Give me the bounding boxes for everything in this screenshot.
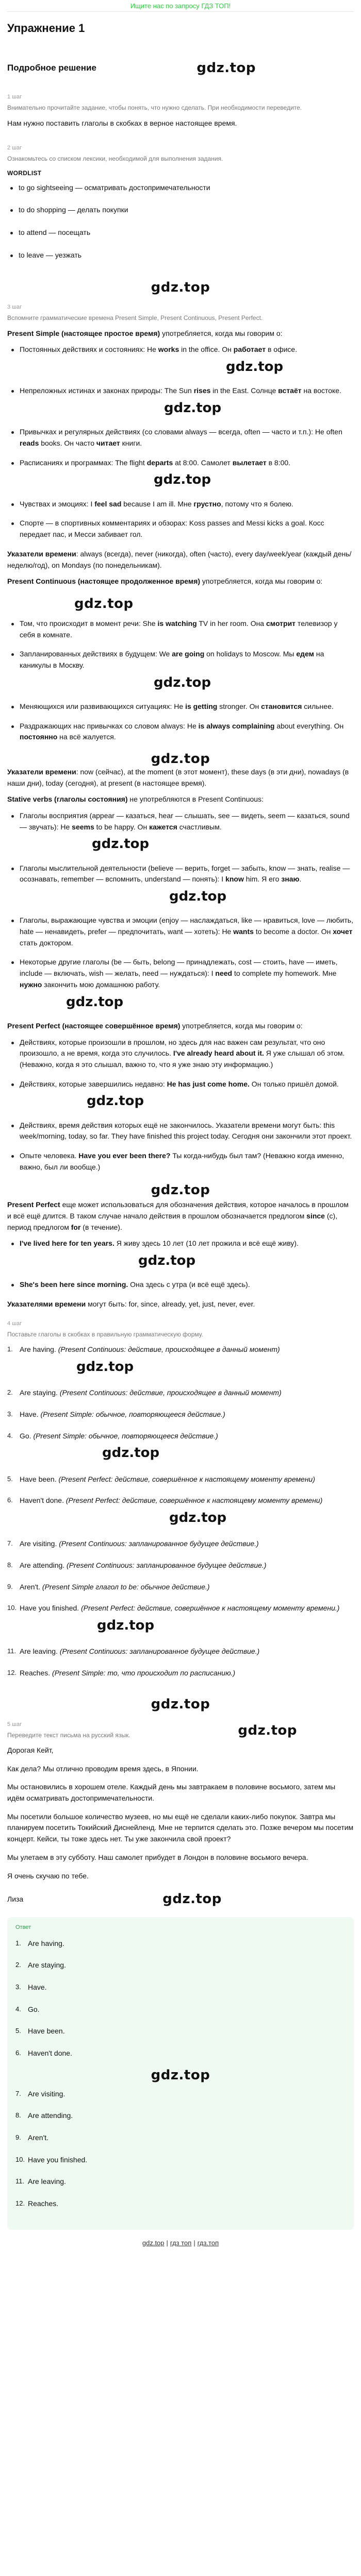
answer-item: Aren't. (28, 2133, 49, 2142)
exercise-item: Aren't. (Present Simple глагол to be: обычное действие.) (20, 1582, 210, 1591)
answer-item: Are staying. (28, 1961, 66, 1970)
list-item: Глаголы, выражающие чувства и эмоции (enjoy — наслаждаться, like — нравиться, love — любить, hate — ненавидеть, prefer — предпочитать, want — хотеть): He wants to become a doctor. Он хочет стать доктором. (7, 915, 354, 948)
answer-label: Ответ (15, 1924, 31, 1930)
list-item: I've lived here for ten years. Я живу здесь 10 лет (10 лет прожила и всё ещё живу). gdz.top (7, 1238, 354, 1271)
step-label: 3 шаг (7, 304, 22, 311)
letter-signature-row (7, 1889, 354, 1909)
answer-item: Are visiting. (28, 2089, 65, 2098)
footer-separator: | (193, 2239, 195, 2247)
footer-separator: | (166, 2239, 168, 2247)
footer-link-gdz-top[interactable]: gdz.top (142, 2239, 165, 2247)
watermark: gdz.top (151, 280, 210, 296)
exercise-item: Go. (Present Simple: обычное, повторяющееся действие.) gdz.top (7, 1431, 354, 1464)
present-simple-list (7, 344, 354, 540)
list-item: Некоторые другие глаголы (be — быть, belong — принадлежать, cost — стоить, have — иметь, include — включать, wish — желать, need — нуждаться): I need to complete my homework. Мне нужно закончить мою домашнюю работу. gdz.top (7, 957, 354, 1012)
answer-item: Haven't done. (28, 2049, 72, 2057)
answer-item: Are attending. (28, 2111, 73, 2120)
present-perfect-list (7, 1037, 354, 1173)
watermark: gdz.top (97, 1617, 155, 1633)
present-perfect-markers: Указателями времени могут быть: for, since, already, yet, just, never, ever. (7, 1300, 255, 1309)
watermark: gdz.top (169, 1510, 227, 1526)
watermark: gdz.top (102, 1445, 160, 1461)
exercise-item: Reaches. (Present Simple: то, что происходит по расписанию.) (20, 1668, 236, 1677)
footer-link-gdz-top-cyr[interactable]: гдз.топ (197, 2239, 219, 2247)
letter-line: Мы посетили большое количество музеев, но мы ещё не сделали каких-либо покупок. Завтра мы планируем посетить Токийский Диснейленд. Мне не терпится сделать это. Позже вечером мы посетим концерт. Кейси, ты тоже здесь нет. Ты уже закончила свой проект? (7, 1812, 354, 1843)
step-description: Поставьте глаголы в скобках в правильную грамматическую форму. (7, 1330, 203, 1338)
exercise-list (7, 1344, 354, 1679)
step-label: 1 шаг (7, 94, 22, 100)
stative-verbs-intro: Stative verbs (глаголы состояния) не употребляются в Present Continuous: (7, 795, 264, 804)
exercise-item: Are leaving. (Present Continuous: запланированное будущее действие.) (20, 1647, 260, 1656)
list-item: Том, что происходит в момент речи: She is watching TV in her room. Она смотрит телевизор у себя в комнате. (7, 618, 354, 640)
present-continuous-list (7, 618, 354, 743)
letter-line: Я очень скучаю по тебе. (7, 1871, 89, 1880)
watermark: gdz.top (76, 1359, 134, 1375)
step-description: Ознакомьтесь со списком лексики, необходимой для выполнения задания. (7, 155, 223, 162)
list-item: Чувствах и эмоциях: I feel sad because I am ill. Мне грустно, потому что я болею. (7, 499, 354, 510)
watermark: gdz.top (154, 674, 211, 690)
list-item: Глаголы восприятия (appear — казаться, hear — слышать, see — видеть, seem — казаться, sound — звучать): He seems to be happy. Он кажется счастливым. gdz.top (7, 810, 354, 855)
present-simple-title: Present Simple (настоящее простое время) (7, 329, 160, 337)
watermark: gdz.top (66, 994, 124, 1010)
step-2 (7, 144, 354, 261)
wordlist (7, 182, 354, 261)
footer (7, 2236, 354, 2253)
answer-item: Have. (28, 1982, 47, 1991)
step-description: Внимательно прочитайте задание, чтобы понять, что нужно сделать. При необходимости переведите. (7, 104, 302, 112)
present-simple-intro: Present Simple (настоящее простое время) употребляется, когда мы говорим о: (7, 329, 283, 337)
list-item: She's been here since morning. Она здесь с утра (и всё ещё здесь). (7, 1279, 354, 1291)
wordlist-title: WORDLIST (7, 169, 42, 177)
watermark: gdz.top (154, 472, 211, 488)
present-continuous-intro: Present Continuous (настоящее продолженное время) употребляется, когда мы говорим о: (7, 577, 323, 586)
answer-item: Go. (28, 2005, 40, 2013)
watermark: gdz.top (196, 60, 256, 76)
watermark: gdz.top (92, 836, 150, 852)
exercise-item: Have you finished. (Present Perfect: действие, совершённое к настоящему моменту времени.) gdz.top (7, 1603, 354, 1636)
step-5-header (7, 1720, 354, 1745)
watermark: gdz.top (169, 889, 227, 905)
exercise-item: Are staying. (Present Continuous: действие, происходящее в данный момент) (20, 1388, 282, 1397)
list-item: Опыте человека. Have you ever been there? Ты когда-нибудь был там? (Неважно когда именно, важно, был ли вообще.) (7, 1150, 354, 1173)
answer-box (7, 1917, 354, 2230)
top-banner (7, 0, 354, 12)
step-description: Переведите текст письма на русский язык. (7, 1731, 130, 1739)
present-continuous-title: Present Continuous (настоящее продолженное время) (7, 577, 201, 586)
page-title: Упражнение 1 (7, 22, 85, 35)
answer-item: Are leaving. (28, 2177, 66, 2186)
letter-line: Дорогая Кейт, (7, 1746, 54, 1755)
step-3 (7, 303, 354, 1310)
section-heading (7, 58, 354, 78)
list-item: Постоянных действиях и состояниях: He works in the office. Он работает в офисе. gdz.top (7, 344, 354, 377)
watermark-row (7, 272, 354, 303)
watermark: gdz.top (164, 400, 222, 416)
letter-translation (7, 1745, 354, 1909)
watermark: gdz.top (151, 1182, 210, 1198)
stative-verbs-list (7, 810, 354, 1012)
watermark: gdz.top (151, 751, 210, 767)
wordlist-item: to attend — посещать (7, 227, 354, 239)
banner-link[interactable]: Ищите нас по запросу ГДЗ ТОП! (130, 2, 231, 10)
list-item: Запланированных действиях в будущем: We are going on holidays to Moscow. Мы едем на каникулы в Москву. gdz.top (7, 649, 354, 693)
answer-item: Have been. (28, 2027, 65, 2036)
present-perfect-since-for-list (7, 1238, 354, 1291)
watermark-row (15, 2065, 346, 2086)
stative-verbs-title: Stative verbs (глаголы состояния) (7, 795, 128, 804)
banner-divider (7, 11, 354, 12)
answer-list-continued (15, 2089, 346, 2210)
exercise-item: Are attending. (Present Continuous: запланированное будущее действие.) (20, 1561, 267, 1569)
present-perfect-title: Present Perfect (настоящее совершённое время) (7, 1021, 180, 1030)
present-perfect-intro: Present Perfect (настоящее совершённое время) употребляется, когда мы говорим о: (7, 1021, 303, 1030)
watermark: gdz.top (226, 359, 284, 375)
present-continuous-markers: Указатели времени: now (сейчас), at the moment (в этот момент), these days (в эти дни), nowadays (в наши дни), today (сегодня), at present (в настоящее время). (7, 767, 349, 787)
watermark: gdz.top (74, 596, 134, 612)
step-label: 5 шаг (7, 1721, 22, 1727)
list-item: Спорте — в спортивных комментариях и обзорах: Koss passes and Messi kicks a goal. Косс передает пас, и Месси забивает гол. (7, 518, 354, 540)
letter-line: Мы улетаем в эту субботу. Наш самолет прибудет в Лондон в половине восьмого вечера. (7, 1853, 308, 1861)
section-title: Подробное решение (7, 63, 96, 73)
step-label: 4 шаг (7, 1320, 22, 1327)
step-5-labels (7, 1720, 130, 1745)
answer-item: Have you finished. (28, 2155, 88, 2164)
wordlist-item: to leave — уезжать (7, 250, 354, 261)
step-label: 2 шаг (7, 144, 22, 151)
list-item: Действиях, которые завершились недавно: He has just come home. Он только пришёл домой. gdz.top (7, 1079, 354, 1112)
list-item: Раздражающих нас привычках со словом always: He is always complaining about everything. Он постоянно на всё жалуется. (7, 721, 354, 743)
answer-item: Reaches. (28, 2199, 59, 2208)
list-item: Расписаниях и программах: The flight departs at 8:00. Самолет вылетает в 8:00. gdz.top (7, 457, 354, 490)
watermark: gdz.top (87, 1093, 144, 1109)
exercise-item: Haven't done. (Present Perfect: действие, совершённое к настоящему моменту времени) gdz.top (7, 1495, 354, 1528)
list-item: Меняющихся или развивающихся ситуациях: He is getting stronger. Он становится сильнее. (7, 701, 354, 713)
answer-item: Are having. (28, 1939, 64, 1947)
list-item: Привычках и регулярных действиях (со словами always — всегда, often — часто и т.п.): He often reads books. Он часто читает книги. (7, 427, 354, 449)
step-4 (7, 1319, 354, 1679)
answer-list (15, 1938, 346, 2059)
list-item: Глаголы мыслительной деятельности (believe — верить, forget — забыть, know — знать, realise — осознавать, remember — вспомнить, understand — понять): I know him. Я его знаю. gdz.top (7, 863, 354, 907)
wordlist-item: to go sightseeing — осматривать достопримечательности (7, 182, 354, 194)
letter-line: Как дела? Мы отлично проводим время здесь, в Японии. (7, 1764, 199, 1773)
wordlist-item: to do shopping — делать покупки (7, 205, 354, 216)
watermark: gdz.top (138, 1253, 196, 1269)
watermark-row (7, 592, 354, 615)
watermark: gdz.top (151, 1697, 210, 1713)
present-simple-markers: Указатели времени: always (всегда), never (никогда), often (часто), every day/week/year (каждый день/неделю/год), on Mondays (по понедельникам). (7, 549, 352, 569)
step-text: Нам нужно поставить глаголы в скобках в верное настоящее время. (7, 118, 237, 127)
watermark-row (7, 1689, 354, 1720)
step-1 (7, 93, 354, 129)
watermark: gdz.top (238, 1722, 297, 1738)
exercise-item: Have. (Present Simple: обычное, повторяющееся действие.) (20, 1410, 225, 1418)
letter-line: Мы остановились в хорошем отеле. Каждый день мы завтракаем в половине восьмого, затем мы идём осматривать достопримечательности. (7, 1783, 336, 1803)
step-5 (7, 1720, 354, 1910)
list-item: Действиях, время действия которых ещё не закончилось. Указатели времени могут быть: this week/morning, today, so far. They have finished this project today. Сегодня они закончили этот проект. (7, 1120, 354, 1142)
watermark-row (7, 751, 354, 767)
watermark-row (7, 1181, 354, 1199)
watermark: gdz.top (151, 2067, 210, 2083)
letter-signature: Лиза (7, 1894, 24, 1903)
exercise-item: Are having. (Present Continuous: действие, происходящее в данный момент) gdz.top (7, 1344, 354, 1377)
step-description: Вспомните грамматические времена Present Simple, Present Continuous, Present Perfect. (7, 314, 263, 322)
footer-link-gdz-top-ru[interactable]: гдз топ (170, 2239, 192, 2247)
watermark: gdz.top (162, 1891, 222, 1907)
list-item: Действиях, которые произошли в прошлом, но здесь для нас важен сам результат, что оно произошло, а не время, когда это случилось. I've already heard about it. Я уже слышал об этом. (Неважно, когда я это слышал, важно то, что я уже знаю эту информацию.) (7, 1037, 354, 1071)
exercise-item: Have been. (Present Perfect: действие, совершённое к настоящему моменту времени) (20, 1475, 315, 1483)
present-perfect-extra: Present Perfect еще может использоваться для обозначения действия, которое началось в прошлом и всё ещё длится. В таком случае начало действия в прошлом обозначается предлогом since (с), период предлогом for (в течение). (7, 1200, 349, 1231)
list-item: Непреложных истинах и законах природы: The Sun rises in the East. Солнце встаёт на востоке. gdz.top (7, 385, 354, 418)
exercise-item: Are visiting. (Present Continuous: запланированное будущее действие.) (20, 1539, 259, 1548)
